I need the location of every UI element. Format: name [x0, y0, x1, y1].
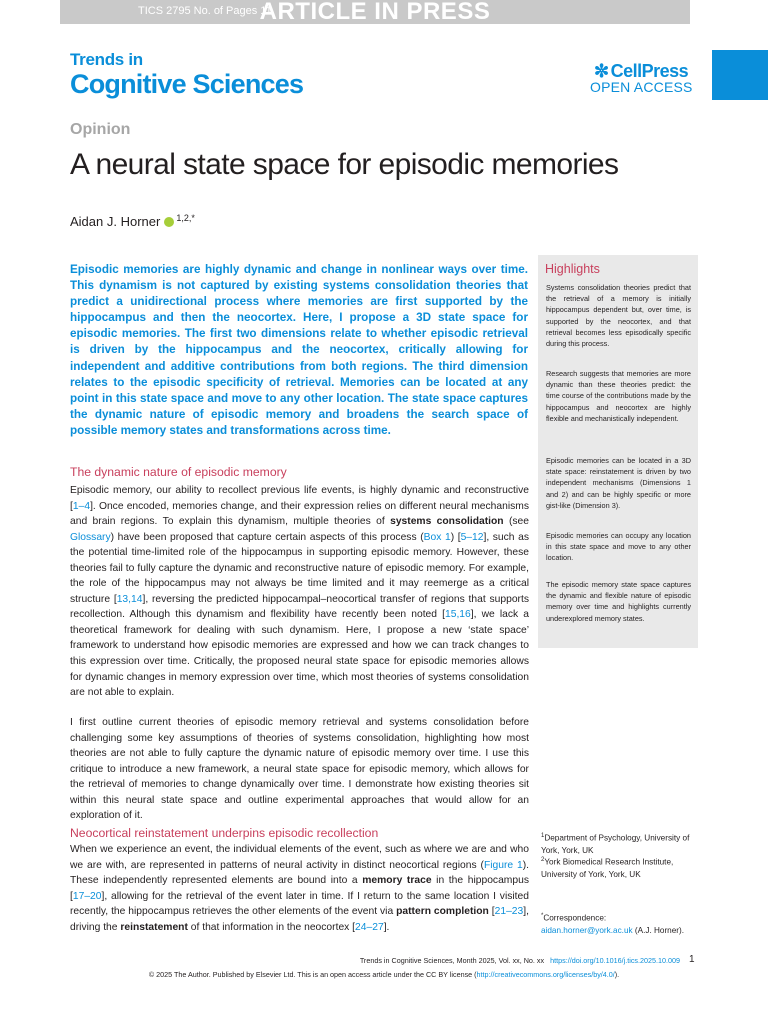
highlight-item: Research suggests that memories are more dynamic than these theories predict: the time course of the contributions made by the hippocampus and neocortex are highly flexible and mechanistically independent. — [546, 369, 691, 423]
reference-link[interactable]: 17–20 — [72, 890, 102, 902]
doi-link[interactable]: https://doi.org/10.1016/j.tics.2025.10.009 — [550, 956, 680, 965]
section-heading: The dynamic nature of episodic memory — [70, 465, 287, 479]
highlight-item: Episodic memories can be located in a 3D state space: reinstatement is driven by two independent mechanisms (Dimensions 1 and 2) and can be highly specific or more gist-like (Dimension 3). — [546, 456, 691, 510]
glossary-term: memory trace — [362, 875, 432, 887]
orcid-icon[interactable] — [164, 217, 174, 227]
corner-color-tab — [712, 50, 768, 100]
publisher-name: CellPress — [610, 61, 689, 81]
journal-name: Cognitive Sciences — [70, 69, 304, 99]
highlight-item: Systems consolidation theories predict that the retrieval of a memory is initially hippocampus dependent but, over time, is supported by the neocortex, and that retrieval becomes less episodically specific during this process. — [546, 283, 691, 349]
glossary-term: pattern completion — [396, 906, 489, 918]
reference-link[interactable]: 13,14 — [116, 593, 143, 605]
author-affiliation-marks: 1,2,* — [176, 213, 195, 223]
license-link[interactable]: http://creativecommons.org/licenses/by/4.0/ — [476, 970, 615, 979]
glossary-link[interactable]: Glossary — [70, 531, 111, 543]
open-access-label: OPEN ACCESS — [590, 79, 693, 95]
abstract: Episodic memories are highly dynamic and change in nonlinear ways over time. This dynamism is not captured by existing systems consolidation theories that predict a unidirectional process where memories are first supported by the hippocampus and then the neocortex. Here, I propose a 3D state space for episodic memories. The first two dimensions relate to whether episodic retrieval is driven by the hippocampus and the neocortex, critically allowing for independent and additive contributions from both regions. The third dimension relates to the episodic specificity of retrieval. Memories can be located at any point in this state space and move to any other location. The state space captures the dynamic nature of episodic memory and broadens the search space of possible memory states and transformations across time. — [70, 263, 528, 437]
author-name: Aidan J. Horner — [70, 214, 161, 229]
highlight-item: Episodic memories can occupy any location in this state space and move to any other location. — [546, 531, 691, 563]
affiliation-1: $^1$Department of Psychology, University of York, York, UK — [541, 833, 690, 855]
correspondence: *Correspondence: aidan.horner@york.ac.uk (A.J. Horner). — [541, 913, 685, 935]
highlights-title: Highlights — [545, 262, 600, 276]
license-notice: © 2025 The Author. Published by Elsevier Ltd. This is an open access article under the CC BY license (http://creativecommons.org/licenses/by/4.0/). — [148, 970, 620, 979]
cellpress-swirl-icon: ✼ — [594, 61, 609, 81]
reference-link[interactable]: 1–4 — [72, 500, 91, 512]
article-in-press-banner — [60, 0, 690, 24]
reference-link[interactable]: 24–27 — [355, 921, 384, 933]
reference-link[interactable]: 21–23 — [494, 906, 524, 918]
affiliation-2: $^2$York Biomedical Research Institute, University of York, York, UK — [541, 857, 674, 879]
correspondence-email-link[interactable]: aidan.horner@york.ac.uk — [541, 925, 633, 935]
highlight-item: The episodic memory state space captures the dynamic and flexible nature of episodic memory over time and highlights currently underexplored memory states. — [546, 580, 691, 623]
glossary-term: systems consolidation — [390, 516, 504, 528]
page-number: 1 — [689, 954, 695, 965]
box-link[interactable]: Box 1 — [423, 531, 451, 543]
figure-link[interactable]: Figure 1 — [483, 859, 523, 871]
manuscript-reference: TICS 2795 No. of Pages 11 — [138, 5, 272, 17]
reference-link[interactable]: 15,16 — [444, 609, 471, 621]
article-status: ARTICLE IN PRESS — [259, 0, 491, 25]
reference-link[interactable]: 5–12 — [460, 531, 484, 543]
journal-name-prefix: Trends in — [70, 50, 143, 69]
section-heading: Neocortical reinstatement underpins episodic recollection — [70, 826, 379, 840]
author-line — [70, 213, 195, 229]
section-paragraph: I first outline current theories of episodic memory retrieval and systems consolidation before challenging some key assumptions of theories of systems consolidation, highlighting how most theories are not able to fully capture the dynamic nature of episodic memory over time. I use this critique to introduce a new framework, a neural state space for episodic memory, which allows for the retrieval of memories to change dynamically over time. I demonstrate how existing theories sit within this neural state space and outline experimental approaches that would allow for an exploration of it. — [70, 717, 529, 822]
footer-citation: Trends in Cognitive Sciences, Month 2025, Vol. xx, No. xx https://doi.org/10.1016/j.tics.2025.10.009 — [359, 956, 680, 965]
article-title: A neural state space for episodic memories — [70, 148, 619, 181]
section-paragraph: Episodic memory, our ability to recollect previous life events, is highly dynamic and reconstructive [1–4]. Once encoded, memories change, and their expression relies on different neural mechanisms and brain regions. To explain this dynamism, multiple theories of systems consolidation (see Glossary) have been proposed that capture certain aspects of this process (Box 1) [5–12], such as the potential time-limited role of the hippocampus in supporting episodic memory. However, these theories fail to fully capture the dynamic and reconstructive nature of episodic memory. For example, the role of the hippocampus may not always be time limited and it may reemerge as a critical structure [13,14], reversing the predicted hippocampal–neocortical transfer of regions that supports recollection. Although this dynamism and flexibility have recently been noted [15,16], we lack a theoretical framework for dealing with such dynamism. Here, I propose a new ‘state space’ framework to understand how episodic memories are expressed and how we can track changes to this expression over time. Critically, the proposed neural state space for episodic memories allows for dynamic changes in memory expression over time, which most theories of systems consolidation are not able to explain. — [70, 485, 529, 699]
article-type: Opinion — [70, 121, 131, 138]
glossary-term: reinstatement — [120, 921, 188, 933]
section-paragraph: When we experience an event, the individual elements of the event, such as where we are and who we are with, are represented in patterns of neural activity in distinct neocortical regions (Figure 1). These independently represented elements are bound into a memory trace in the hippocampus [17–20], allowing for the retrieval of the event later in time. If I return to the same location I visited recently, the hippocampus retrieves the other elements of the event via pattern completion [21–23], driving the reinstatement of that information in the neocortex [24–27]. — [70, 844, 529, 933]
